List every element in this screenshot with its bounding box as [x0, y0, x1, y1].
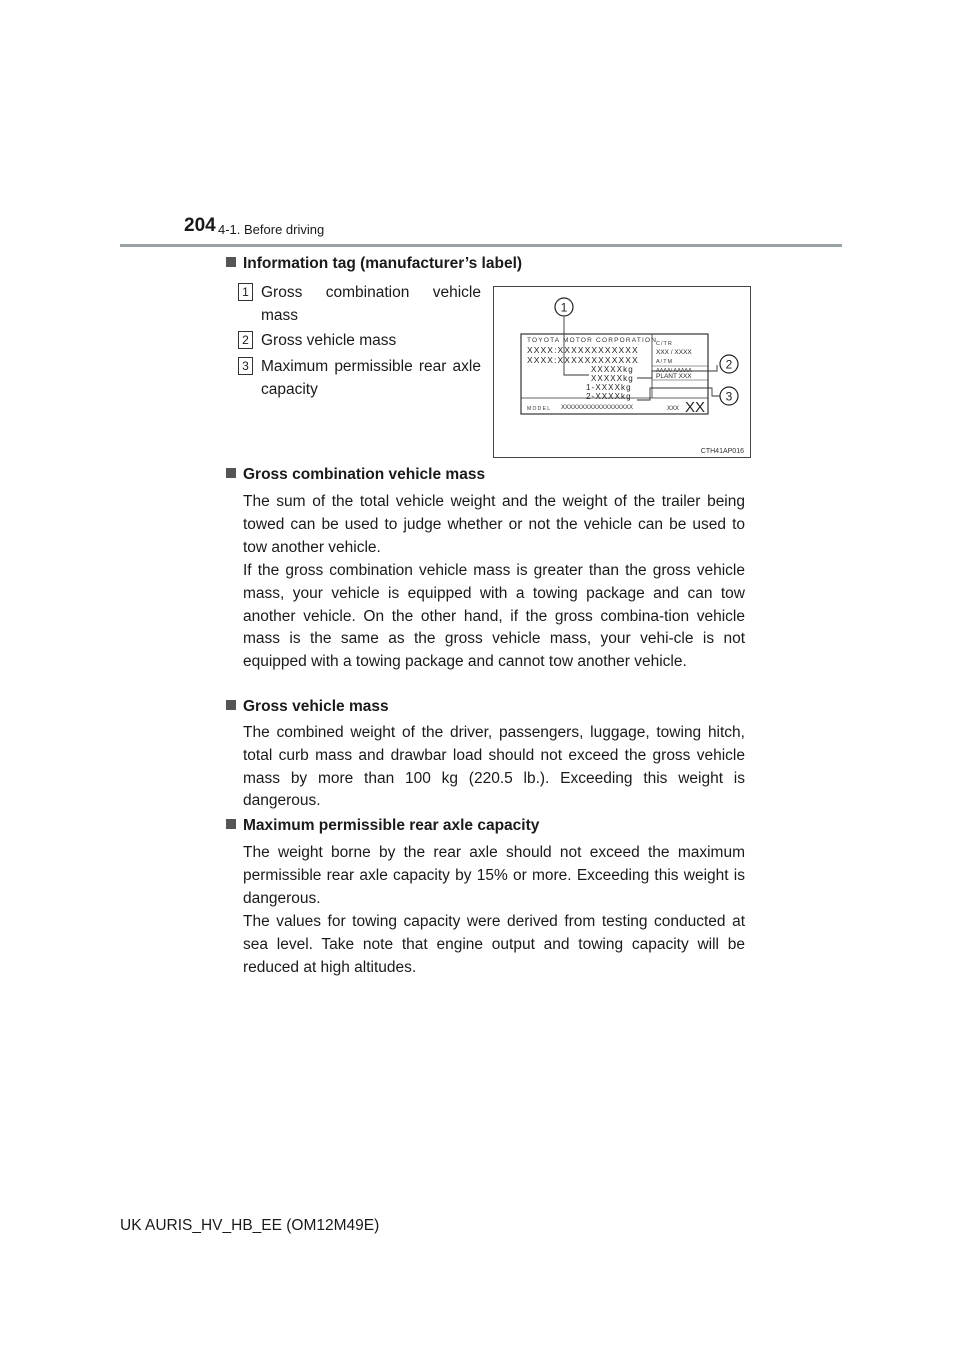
info-tag-heading — [226, 255, 522, 273]
legend-number-1: 1 — [238, 283, 253, 301]
label-ctr: C/TR — [656, 341, 673, 347]
square-bullet-icon — [226, 819, 236, 829]
label-kg-1: XXXXXkg — [591, 365, 634, 374]
paragraph-axle-2: The values for towing capacity were derived from testing conducted at sea level. Take note that engine output and towing capacity will be reduced at high altitudes. — [243, 913, 745, 976]
square-bullet-icon — [226, 468, 236, 478]
callout-2-number: 2 — [725, 357, 733, 372]
label-plant: PLANT XXX — [656, 373, 692, 380]
legend-text-2: Gross vehicle mass — [261, 332, 397, 349]
callout-1-number: 1 — [560, 300, 568, 315]
label-xxx-xxxx: XXX / XXXX — [656, 349, 692, 356]
label-big-code: XX — [685, 399, 706, 416]
label-kg-3: 1-XXXXkg — [586, 383, 632, 392]
label-model-value: XXXXXXXXXXXXXXXXXX — [561, 405, 634, 411]
label-row-2: XXXX:XXXXXXXXXXXX — [527, 355, 639, 365]
legend-item-3 — [238, 355, 481, 401]
section-heading-axle — [226, 817, 539, 835]
section-heading-axle-text: Maximum permissible rear axle capacity — [243, 817, 540, 834]
label-model-code: XXX — [667, 406, 680, 412]
label-kg-2: XXXXXkg — [591, 374, 634, 383]
paragraph-gcvm-1: The sum of the total vehicle weight and the weight of the trailer being towed can be used to judge whether or not the vehicle can be used to tow another vehicle. — [243, 493, 745, 556]
paragraph-gcvm-2: If the gross combination vehicle mass is greater than the gross vehicle mass, your vehicle is equipped with a towing package and can tow another vehicle. On the other hand, if the gross combina-tion vehicle mass is the same as the gross vehicle mass, your vehi-cle is not equipped with a towing package and cannot tow another vehicle. — [243, 562, 745, 671]
section-heading-gcvm-text: Gross combination vehicle mass — [243, 466, 486, 483]
info-tag-heading-text: Information tag (manufacturer’s label) — [243, 255, 523, 272]
paragraph-gvm-1: The combined weight of the driver, passengers, luggage, towing hitch, total curb mass and drawbar load should not exceed the gross vehicle mass by more than 100 kg (220.5 lb.). Exceeding this weight is dangerous. — [243, 724, 745, 810]
square-bullet-icon — [226, 257, 236, 267]
header-divider — [120, 244, 842, 247]
section-heading-gcvm — [226, 466, 485, 484]
legend-text-1: Gross combination vehicle mass — [261, 284, 481, 324]
label-atm: A/TM — [656, 359, 674, 365]
label-row-1: XXXX:XXXXXXXXXXXX — [527, 345, 639, 355]
page-number: 204 — [184, 215, 216, 236]
manufacturer-label-figure — [493, 286, 751, 458]
callout-3-number: 3 — [725, 389, 733, 404]
label-company: TOYOTA MOTOR CORPORATION — [527, 337, 658, 344]
section-heading-gvm — [226, 698, 389, 716]
label-kg-4: 2-XXXXkg — [586, 392, 632, 401]
label-illustration — [494, 287, 750, 457]
legend-item-2 — [238, 329, 481, 352]
paragraph-axle-1: The weight borne by the rear axle should not exceed the maximum permissible rear axle capacity by 15% or more. Exceeding this weight is dangerous. — [243, 844, 745, 907]
label-plant-top: AAAA/ AAAAA — [656, 368, 692, 374]
legend-number-3: 3 — [238, 357, 253, 375]
section-title: 4-1. Before driving — [218, 222, 325, 237]
legend-number-2: 2 — [238, 331, 253, 349]
legend-text-3: Maximum permissible rear axle capacity — [261, 358, 481, 398]
section-heading-gvm-text: Gross vehicle mass — [243, 698, 389, 715]
figure-code: CTH41AP016 — [700, 448, 744, 455]
square-bullet-icon — [226, 700, 236, 710]
label-model-caption: MODEL — [527, 406, 552, 412]
legend-item-1 — [238, 281, 481, 327]
document-code: UK AURIS_HV_HB_EE (OM12M49E) — [120, 1217, 380, 1234]
